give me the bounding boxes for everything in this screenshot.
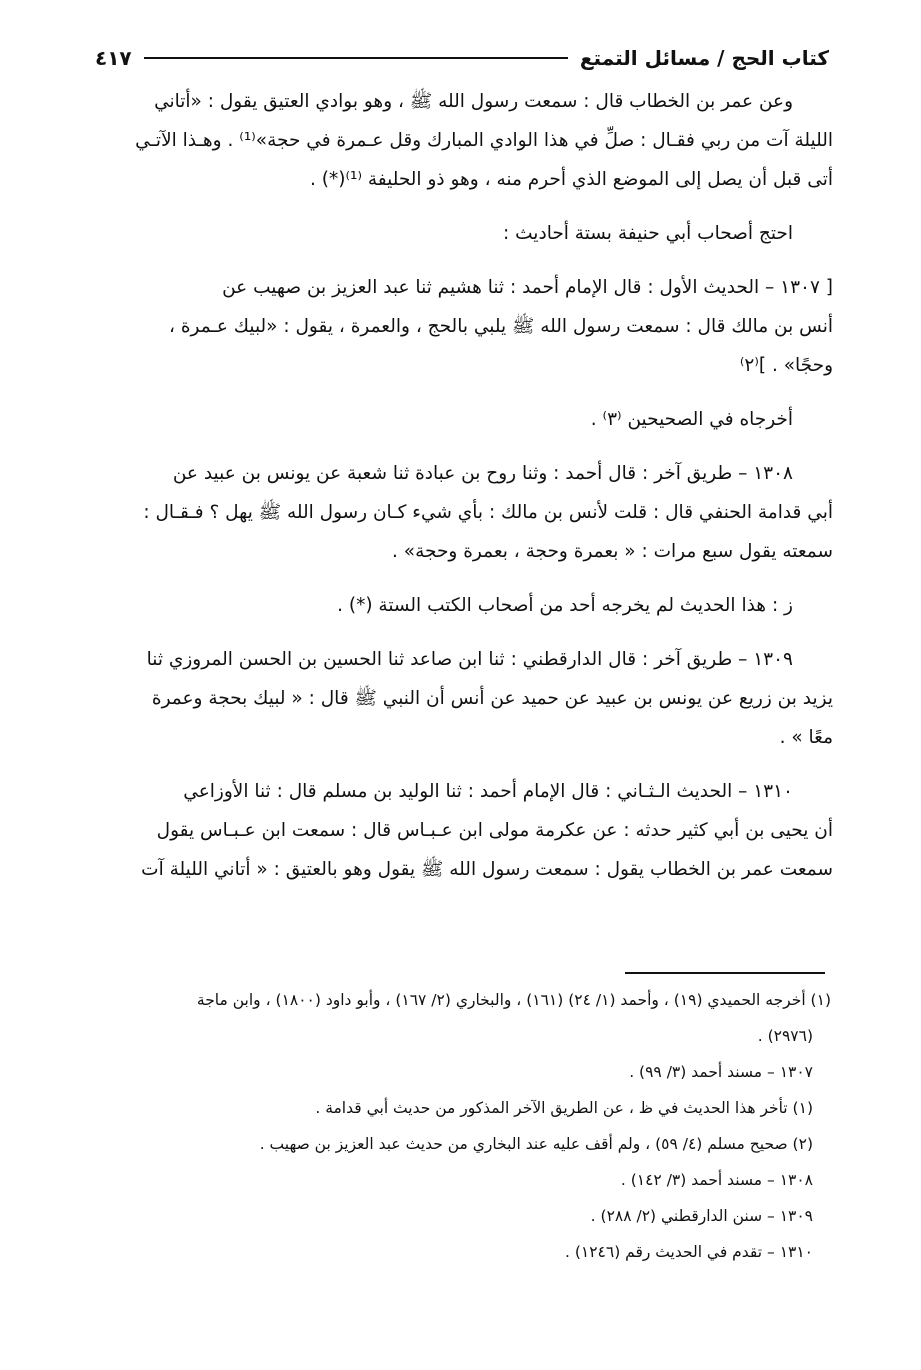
running-title: كتاب الحج / مسائل التمتع: [579, 46, 829, 70]
header-rule: [144, 57, 568, 59]
footnote: ١٣٠٩ – سنن الدارقطني (٢/ ٢٨٨) .: [590, 1207, 813, 1225]
footnote: (٢) صحيح مسلم (٤/ ٥٩) ، ولم أقف عليه عند البخاري من حديث عبد العزيز بن صهيب .: [259, 1135, 813, 1153]
hadith-1308-line: أبي قدامة الحنفي قال : قلت لأنس بن مالك : بأي شيء كـان رسول الله ﷺ يهل ؟ فـقـال :: [143, 502, 833, 523]
footnote: ١٣٠٨ – مسند أحمد (٣/ ١٤٢) .: [620, 1171, 813, 1189]
footnote: (١) أخرجه الحميدي (١٩) ، وأحمد (١/ ٢٤) (١٦١) ، والبخاري (٢/ ١٦٧) ، وأبو داود (١٨٠٠) ، وابن ماجة: [196, 991, 831, 1009]
footnote: ١٣٠٧ – مسند أحمد (٣/ ٩٩) .: [629, 1063, 813, 1081]
paragraph-line: وعن عمر بن الخطاب قال : سمعت رسول الله ﷺ ، وهو بوادي العتيق يقول : «أتاني: [154, 91, 793, 112]
footnote-continuation: (٢٩٧٦) .: [757, 1027, 813, 1045]
footnote: ١٣١٠ – تقدم في الحديث رقم (١٢٤٦) .: [564, 1243, 813, 1261]
paragraph-line: الليلة آت من ربي فقـال : صلِّ في هذا الوادي المبارك وقل عـمرة في حجة»⁽¹⁾ . وهـذا الآتـي: [135, 130, 833, 151]
hadith-1307-line: أنس بن مالك قال : سمعت رسول الله ﷺ يلبي بالحج ، والعمرة ، يقول : «لبيك عـمرة ،: [168, 316, 833, 337]
hadith-1309-line: ١٣٠٩ – طريق آخر : قال الدارقطني : ثنا ابن صاعد ثنا الحسين بن الحسن المروزي ثنا: [146, 649, 793, 670]
paragraph-line: أتى قبل أن يصل إلى الموضع الذي أحرم منه ، وهو ذو الحليفة ⁽¹⁾(*) .: [310, 169, 833, 190]
footnote-separator: [625, 972, 825, 974]
takhrij-note: أخرجاه في الصحيحين ⁽٣⁾ .: [590, 409, 793, 430]
hadith-1307-line: [ ١٣٠٧ – الحديث الأول : قال الإمام أحمد : ثنا هشيم ثنا عبد العزيز بن صهيب عن: [222, 277, 833, 298]
zay-comment: ز : هذا الحديث لم يخرجه أحد من أصحاب الكتب الستة (*) .: [337, 595, 793, 616]
hadith-1310-line: أن يحيى بن أبي كثير حدثه : عن عكرمة مولى ابن عـبـاس قال : سمعت ابن عـبـاس يقول: [156, 820, 833, 841]
footnote: (١) تأخر هذا الحديث في ظ ، عن الطريق الآخر المذكور من حديث أبي قدامة .: [315, 1099, 813, 1117]
hadith-1310-line: سمعت عمر بن الخطاب يقول : سمعت رسول الله ﷺ يقول وهو بالعتيق : « أتاني الليلة آت: [141, 859, 833, 880]
main-text: [88, 82, 833, 889]
footnotes: [88, 982, 831, 1270]
hadith-1309-line: معًا » .: [779, 727, 833, 748]
hadith-1309-line: يزيد بن زريع عن يونس بن عبيد عن حميد عن أنس أن النبي ﷺ قال : « لبيك بحجة وعمرة: [151, 688, 833, 709]
running-header: [95, 40, 829, 76]
hadith-1308-line: ١٣٠٨ – طريق آخر : قال أحمد : وثنا روح بن عبادة ثنا شعبة عن يونس بن عبيد عن: [172, 463, 793, 484]
hadith-1307-line: وحجًا» . ]⁽٢⁾: [739, 355, 833, 376]
page-number: ٤١٧: [95, 46, 132, 70]
hadith-1310-line: ١٣١٠ – الحديث الـثـاني : قال الإمام أحمد : ثنا الوليد بن مسلم قال : ثنا الأوزاعي: [183, 781, 793, 802]
hadith-1308-line: سمعته يقول سبع مرات : « بعمرة وحجة ، بعمرة وحجة» .: [392, 541, 833, 562]
section-heading: احتج أصحاب أبي حنيفة بستة أحاديث :: [503, 223, 793, 244]
